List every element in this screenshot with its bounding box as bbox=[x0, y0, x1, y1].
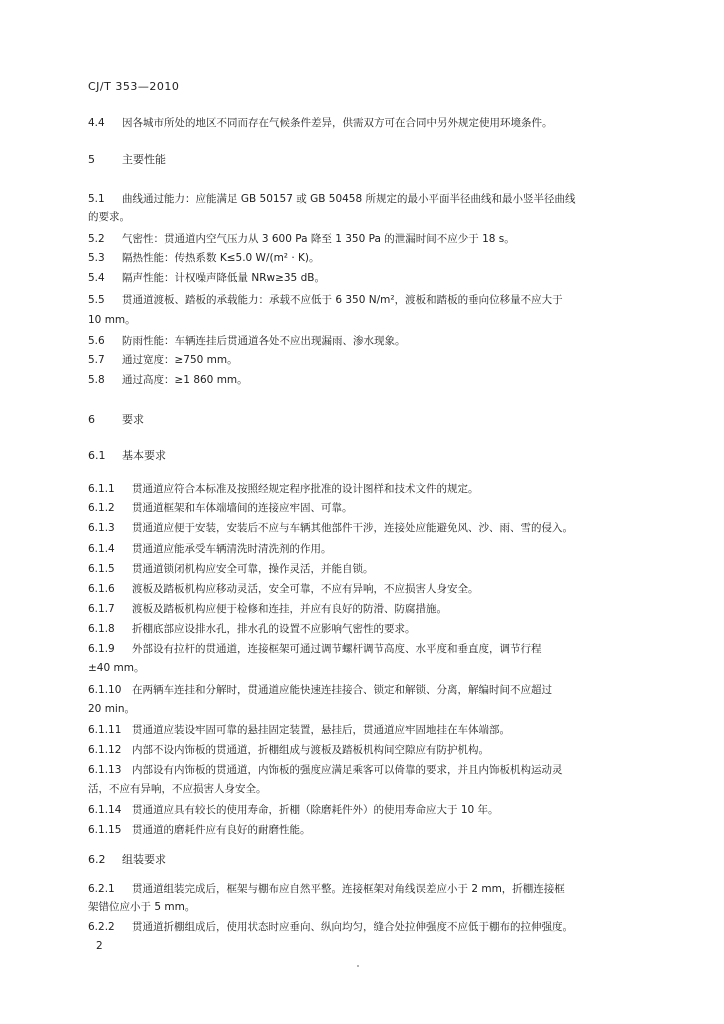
section-5-title: 5 主要性能 bbox=[88, 153, 166, 166]
clause-6-1-2: 6.1.2 贯通道框架和车体端墙间的连接应牢固、可靠。 bbox=[88, 502, 353, 514]
clause-5-7: 5.7 通过宽度：≥750 mm。 bbox=[88, 354, 238, 366]
clause-6-1-11: 6.1.11 贯通道应装设牢固可靠的悬挂固定装置，悬挂后，贯通道应牢固地挂在车体端部。 bbox=[88, 724, 510, 736]
clause-6-1-1: 6.1.1 贯通道应符合本标准及按照经规定程序批准的设计图样和技术文件的规定。 bbox=[88, 483, 479, 495]
clause-6-1-12: 6.1.12 内部不设内饰板的贯通道，折棚组成与渡板及踏板机构间空隙应有防护机构。 bbox=[88, 744, 489, 756]
clause-6-1-13: 6.1.13 内部设有内饰板的贯通道，内饰板的强度应满足乘客可以倚靠的要求，并且内饰板机构运动灵 bbox=[88, 764, 563, 776]
clause-6-2-2: 6.2.2 贯通道折棚组成后，使用状态时应垂向、纵向均匀，缝合处拉伸强度不应低于棚布的拉伸强度。 bbox=[88, 921, 573, 933]
clause-6-1-15: 6.1.15 贯通道的磨耗件应有良好的耐磨性能。 bbox=[88, 824, 311, 836]
clause-6-1-7: 6.1.7 渡板及踏板机构应便于检修和连挂，并应有良好的防滑、防腐措施。 bbox=[88, 603, 447, 615]
clause-6-1-14: 6.1.14 贯通道应具有较长的使用寿命，折棚（除磨耗件外）的使用寿命应大于 10 年。 bbox=[88, 804, 499, 816]
page-number: 2 bbox=[96, 940, 103, 952]
clause-5-5: 5.5 贯通道渡板、踏板的承载能力：承载不应低于 6 350 N/m²，渡板和踏板的垂向位移量不应大于 bbox=[88, 294, 563, 306]
clause-6-1-9: 6.1.9 外部设有拉杆的贯通道，连接框架可通过调节螺杆调节高度、水平度和垂直度，调节行程 bbox=[88, 643, 542, 655]
section-6-2-title: 6.2 组装要求 bbox=[88, 853, 166, 866]
clause-6-2-1: 6.2.1 贯通道组装完成后，框架与棚布应自然平整。连接框架对角线误差应小于 2 mm，折棚连接框 bbox=[88, 883, 565, 895]
clause-5-5-cont: 10 mm。 bbox=[88, 314, 136, 326]
section-6-1-title: 6.1 基本要求 bbox=[88, 449, 166, 462]
clause-6-2-1-cont: 架错位应小于 5 mm。 bbox=[88, 901, 196, 913]
clause-5-8: 5.8 通过高度：≥1 860 mm。 bbox=[88, 374, 248, 386]
clause-5-2: 5.2 气密性：贯通道内空气压力从 3 600 Pa 降至 1 350 Pa 的泄漏时间不应少于 18 s。 bbox=[88, 233, 515, 245]
clause-6-1-5: 6.1.5 贯通道锁闭机构应安全可靠，操作灵活，并能自锁。 bbox=[88, 563, 374, 575]
clause-4-4: 4.4 因各城市所处的地区不同而存在气候条件差异，供需双方可在合同中另外规定使用环境条件。 bbox=[88, 117, 553, 129]
clause-6-1-3: 6.1.3 贯通道应便于安装，安装后不应与车辆其他部件干涉，连接处应能避免风、沙、雨、雪的侵入。 bbox=[88, 522, 573, 534]
clause-6-1-4: 6.1.4 贯通道应能承受车辆清洗时清洗剂的作用。 bbox=[88, 543, 332, 555]
clause-5-4: 5.4 隔声性能：计权噪声降低量 NRw≥35 dB。 bbox=[88, 272, 325, 284]
clause-5-3: 5.3 隔热性能：传热系数 K≤5.0 W/(m² · K)。 bbox=[88, 252, 320, 264]
section-6-title: 6 要求 bbox=[88, 413, 144, 426]
clause-5-1: 5.1 曲线通过能力：应能满足 GB 50157 或 GB 50458 所规定的最小平面半径曲线和最小竖半径曲线 bbox=[88, 193, 576, 205]
clause-5-1-cont: 的要求。 bbox=[88, 211, 130, 223]
clause-6-1-13-cont: 活，不应有异响，不应损害人身安全。 bbox=[88, 783, 267, 795]
standard-code: CJ/T 353—2010 bbox=[88, 80, 180, 93]
clause-6-1-10-cont: 20 min。 bbox=[88, 703, 135, 715]
clause-6-1-10: 6.1.10 在两辆车连挂和分解时，贯通道应能快速连挂接合、锁定和解锁、分离，解编时间不应超过 bbox=[88, 684, 552, 696]
clause-6-1-9-cont: ±40 mm。 bbox=[88, 662, 145, 674]
clause-5-6: 5.6 防雨性能：车辆连挂后贯通道各处不应出现漏雨、渗水现象。 bbox=[88, 335, 406, 347]
clause-6-1-8: 6.1.8 折棚底部应设排水孔，排水孔的设置不应影响气密性的要求。 bbox=[88, 623, 416, 635]
scan-speck bbox=[357, 965, 359, 967]
clause-6-1-6: 6.1.6 渡板及踏板机构应移动灵活，安全可靠，不应有异响，不应损害人身安全。 bbox=[88, 583, 479, 595]
